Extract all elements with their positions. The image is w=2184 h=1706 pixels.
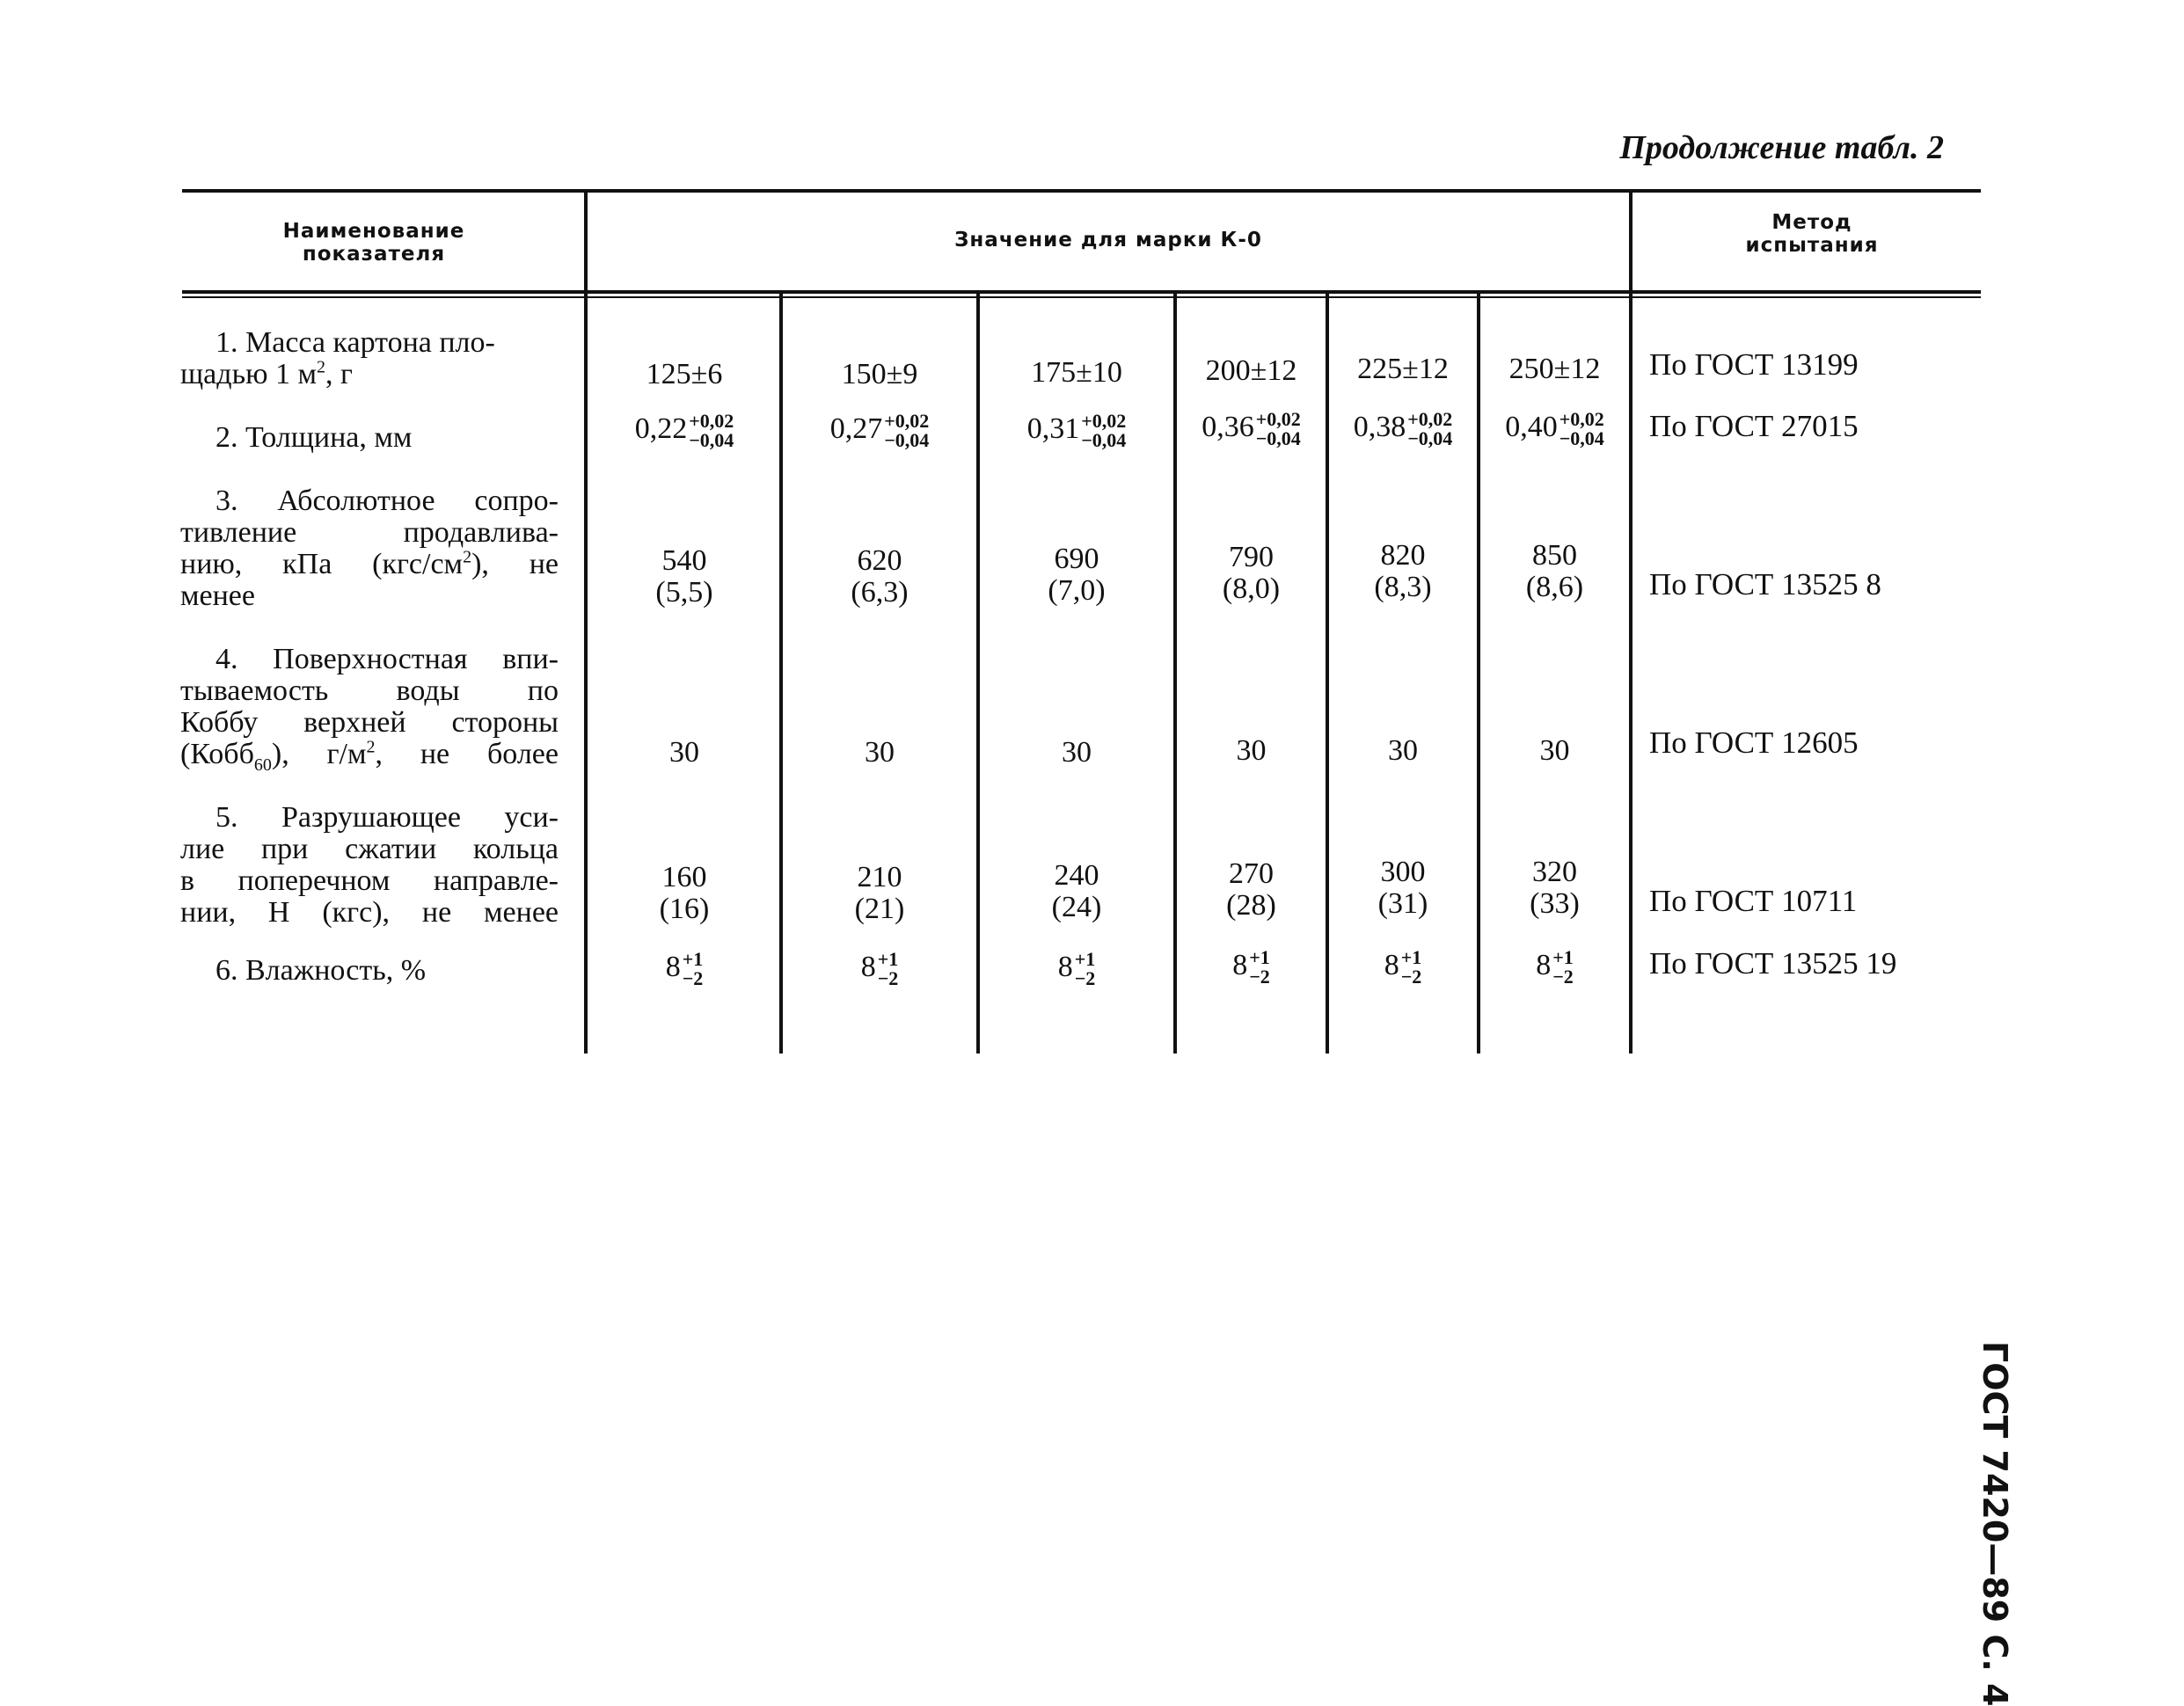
param-4-name: 4. Поверхностная впи- тываемость воды по Коббу верхней стороны (Кобб$_{60}$), $г/м^2$, не более bbox=[180, 643, 559, 775]
table-top-rule bbox=[182, 189, 1981, 193]
value-6-1: 8 +1 −2 bbox=[665, 948, 704, 989]
header-method: Метод испытания bbox=[1745, 211, 1879, 257]
value-4-1: 30 bbox=[669, 736, 699, 769]
header-bottom-rule-2 bbox=[182, 296, 1981, 298]
value-4-5: 30 bbox=[1388, 734, 1418, 767]
table-caption: Продолжение табл. 2 bbox=[1619, 129, 1944, 166]
value-2-4: 0,36 +0,02 −0,04 bbox=[1202, 408, 1301, 449]
value-1-5: 225±12 bbox=[1357, 353, 1449, 385]
value-3-1: 540 (5,5) bbox=[655, 544, 713, 609]
value-5-5: 300 (31) bbox=[1377, 856, 1428, 920]
page-side-label: ГОСТ 7420—89 С. 4 bbox=[1976, 1341, 2014, 1706]
method-2: По ГОСТ 27015 bbox=[1649, 409, 1859, 443]
method-1: По ГОСТ 13199 bbox=[1649, 347, 1859, 382]
value-1-2: 150±9 bbox=[841, 358, 918, 390]
col-divider-name bbox=[584, 192, 588, 1053]
value-1-4: 200±12 bbox=[1205, 354, 1297, 387]
col-divider-1 bbox=[779, 294, 783, 1053]
value-4-2: 30 bbox=[865, 736, 895, 769]
method-4: По ГОСТ 12605 bbox=[1649, 725, 1859, 760]
value-6-6: 8 +1 −2 bbox=[1536, 946, 1574, 988]
value-6-4: 8 +1 −2 bbox=[1232, 946, 1270, 988]
value-1-1: 125±6 bbox=[646, 358, 723, 390]
param-3-name: 3. Абсолютное сопро- тивление продавлива- нию, кПа $(кгс/см^2)$, не менее bbox=[180, 485, 559, 612]
col-divider-method bbox=[1629, 192, 1633, 1053]
value-5-1: 160 (16) bbox=[659, 861, 710, 925]
method-3: По ГОСТ 13525 8 bbox=[1649, 567, 1881, 601]
col-divider-4 bbox=[1326, 294, 1329, 1053]
param-5-name: 5. Разрушающее уси- лие при сжатии кольца в поперечном направле- нии, Н (кгс), не менее bbox=[180, 801, 559, 929]
value-5-4: 270 (28) bbox=[1226, 857, 1276, 922]
value-1-3: 175±10 bbox=[1031, 356, 1122, 389]
value-3-5: 820 (8,3) bbox=[1374, 539, 1432, 603]
header-value: Значение для марки К-0 bbox=[954, 229, 1262, 252]
method-6: По ГОСТ 13525 19 bbox=[1649, 946, 1897, 981]
value-2-2: 0,27 +0,02 −0,04 bbox=[829, 410, 930, 451]
col-divider-5 bbox=[1477, 294, 1480, 1053]
value-5-2: 210 (21) bbox=[854, 861, 905, 925]
col-divider-2 bbox=[976, 294, 980, 1053]
param-2-name: 2. Толщина, мм bbox=[215, 421, 413, 454]
value-5-6: 320 (33) bbox=[1530, 856, 1580, 920]
value-2-5: 0,38 +0,02 −0,04 bbox=[1353, 408, 1453, 449]
param-1-name: 1. Масса картона пло- щадью 1 $м^2$, г bbox=[180, 326, 495, 390]
header-name: Наименование показателя bbox=[282, 220, 465, 266]
param-6-name: 6. Влажность, % bbox=[215, 954, 427, 987]
method-5: По ГОСТ 10711 bbox=[1649, 884, 1858, 918]
value-1-6: 250±12 bbox=[1508, 353, 1601, 385]
value-4-6: 30 bbox=[1539, 734, 1570, 767]
value-3-6: 850 (8,6) bbox=[1525, 539, 1584, 603]
value-4-3: 30 bbox=[1062, 736, 1092, 769]
value-5-3: 240 (24) bbox=[1051, 859, 1102, 923]
value-2-6: 0,40 +0,02 −0,04 bbox=[1505, 408, 1604, 449]
value-3-4: 790 (8,0) bbox=[1222, 541, 1281, 605]
value-2-1: 0,22 +0,02 −0,04 bbox=[634, 410, 734, 451]
value-6-5: 8 +1 −2 bbox=[1384, 946, 1422, 988]
value-3-3: 690 (7,0) bbox=[1048, 543, 1106, 607]
value-3-2: 620 (6,3) bbox=[851, 544, 909, 609]
header-bottom-rule bbox=[182, 290, 1981, 294]
value-2-3: 0,31 +0,02 −0,04 bbox=[1026, 410, 1127, 451]
value-4-4: 30 bbox=[1236, 734, 1267, 767]
value-6-2: 8 +1 −2 bbox=[860, 948, 899, 989]
value-6-3: 8 +1 −2 bbox=[1057, 948, 1096, 989]
col-divider-3 bbox=[1173, 294, 1177, 1053]
